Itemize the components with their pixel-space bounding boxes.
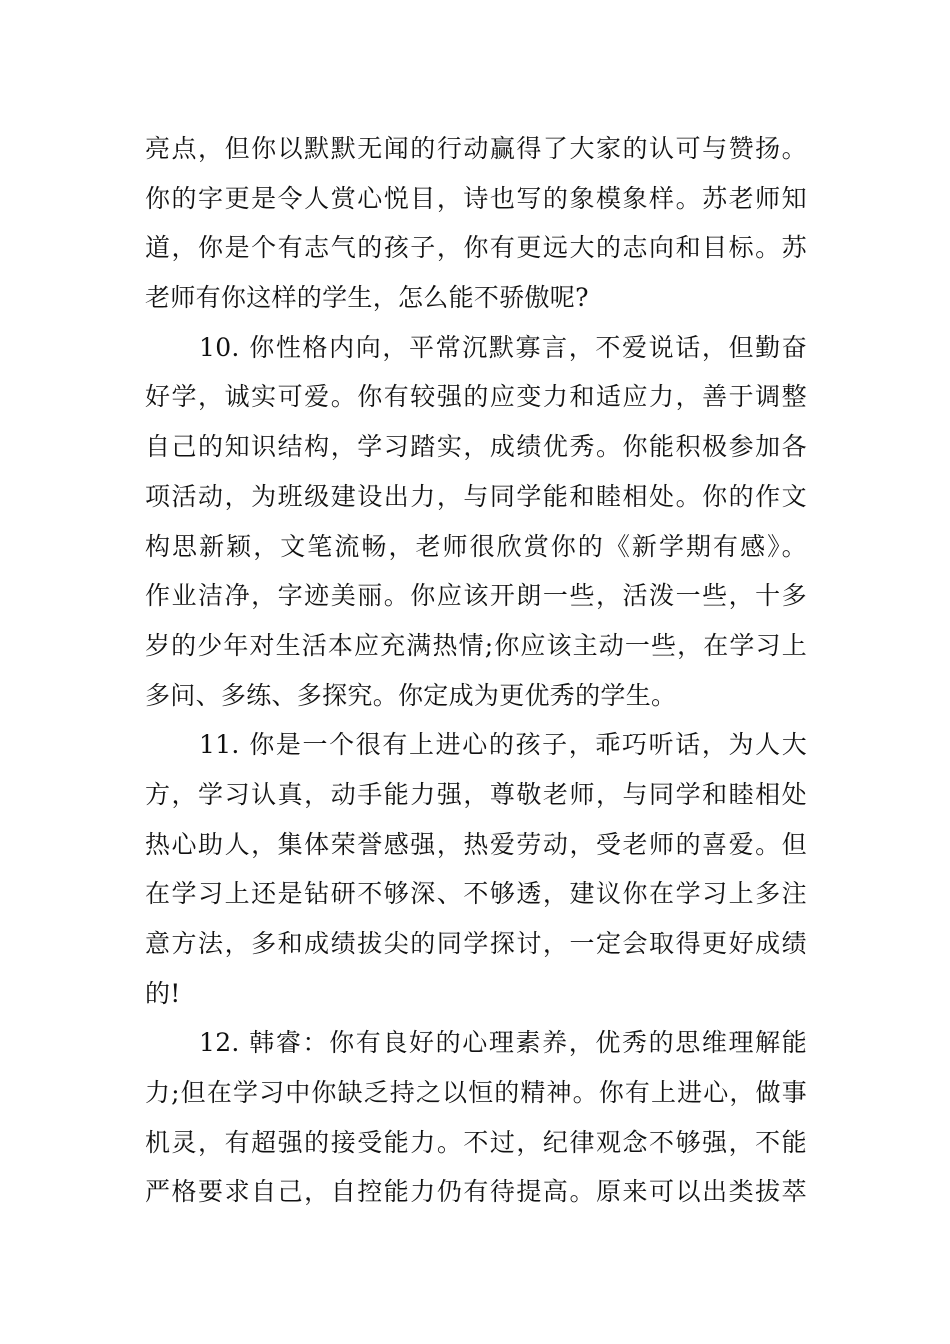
paragraph-item-12: [145, 1018, 807, 1217]
text-line: 10. 你性格内向，平常沉默寡言，不爱说话，但勤奋: [199, 332, 807, 362]
text-line: 道，你是个有志气的孩子，你有更远大的志向和目标。苏: [145, 233, 807, 263]
text-line: 岁的少年对生活本应充满热情;你应该主动一些，在学习上: [145, 630, 807, 660]
text-line: 的!: [145, 978, 181, 1008]
text-line: 方，学习认真，动手能力强，尊敬老师，与同学和睦相处: [145, 779, 807, 809]
text-line: 亮点，但你以默默无闻的行动赢得了大家的认可与赞扬。: [145, 134, 807, 163]
text-line: 你的字更是令人赏心悦目，诗也写的象模象样。苏老师知: [145, 183, 807, 213]
text-line: 12. 韩睿：你有良好的心理素养，优秀的思维理解能: [199, 1028, 807, 1058]
text-line: 项活动，为班级建设出力，与同学能和睦相处。你的作文: [145, 481, 807, 511]
text-line: 意方法，多和成绩拔尖的同学探讨，一定会取得更好成绩: [145, 929, 807, 958]
paragraph-item-10: [145, 323, 807, 721]
text-line: 在学习上还是钻研不够深、不够透，建议你在学习上多注: [145, 879, 807, 909]
text-line: 机灵，有超强的接受能力。不过，纪律观念不够强，不能: [145, 1127, 807, 1157]
text-line: 严格要求自己，自控能力仍有待提高。原来可以出类拔萃: [145, 1177, 807, 1207]
text-line: 好学，诚实可爱。你有较强的应变力和适应力，善于调整: [145, 382, 807, 412]
text-line: 自己的知识结构，学习踏实，成绩优秀。你能积极参加各: [145, 432, 807, 462]
text-line: 热心助人，集体荣誉感强，热爱劳动，受老师的喜爱。但: [145, 829, 807, 859]
text-line: 多问、多练、多探究。你定成为更优秀的学生。: [145, 680, 677, 710]
paragraph-item-11: [145, 720, 807, 1018]
text-line: 力;但在学习中你缺乏持之以恒的精神。你有上进心，做事: [145, 1078, 807, 1108]
document-page: [145, 124, 807, 1217]
text-line: 老师有你这样的学生，怎么能不骄傲呢?: [145, 283, 589, 313]
paragraph: [145, 124, 807, 323]
text-line: 构思新颖，文笔流畅，老师很欣赏你的《新学期有感》。: [145, 531, 807, 561]
text-line: 作业洁净，字迹美丽。你应该开朗一些，活泼一些，十多: [145, 581, 807, 611]
text-line: 11. 你是一个很有上进心的孩子，乖巧听话，为人大: [199, 730, 807, 760]
